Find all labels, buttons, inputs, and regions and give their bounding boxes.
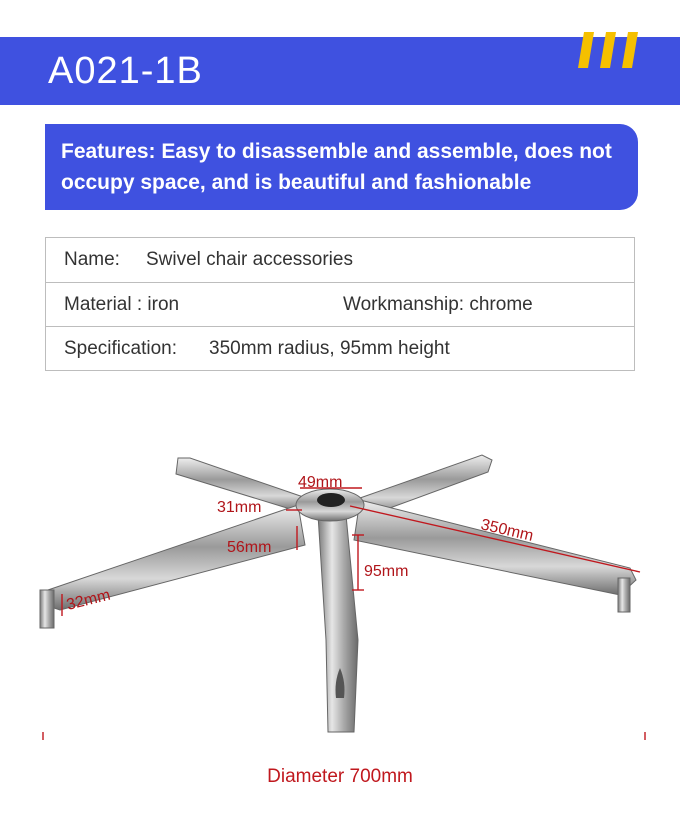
material-value: Material : iron bbox=[64, 294, 180, 315]
spec-row-name bbox=[46, 238, 634, 282]
header-bar bbox=[0, 37, 680, 105]
dimension-height: 95mm bbox=[364, 563, 409, 580]
workmanship-value: Workmanship: chrome bbox=[343, 294, 533, 315]
name-value: Swivel chair accessories bbox=[146, 249, 353, 270]
dimension-leg-height: 32mm bbox=[64, 586, 113, 614]
product-title: A021-1B bbox=[48, 50, 203, 92]
features-text: Features: Easy to disassemble and assemble, does not occupy space, and is beautiful and fashionable bbox=[61, 140, 612, 194]
dimension-inner-height: 56mm bbox=[227, 539, 272, 556]
name-label: Name: bbox=[64, 249, 120, 270]
chair-base-illustration bbox=[0, 440, 680, 740]
decorative-stripes-icon bbox=[576, 32, 640, 68]
specification-value: 350mm radius, 95mm height bbox=[209, 338, 450, 359]
spec-table bbox=[45, 237, 635, 371]
features-box bbox=[45, 124, 638, 210]
diameter-label: Diameter 700mm bbox=[267, 766, 413, 787]
dimension-radius: 350mm bbox=[479, 516, 535, 545]
dimension-top: 49mm bbox=[298, 474, 343, 491]
spec-row-specification bbox=[46, 326, 634, 370]
chair-base-legs bbox=[40, 455, 636, 732]
dimension-inner-width: 31mm bbox=[217, 499, 262, 516]
specification-label: Specification: bbox=[64, 338, 178, 359]
spec-row-material bbox=[46, 282, 634, 326]
